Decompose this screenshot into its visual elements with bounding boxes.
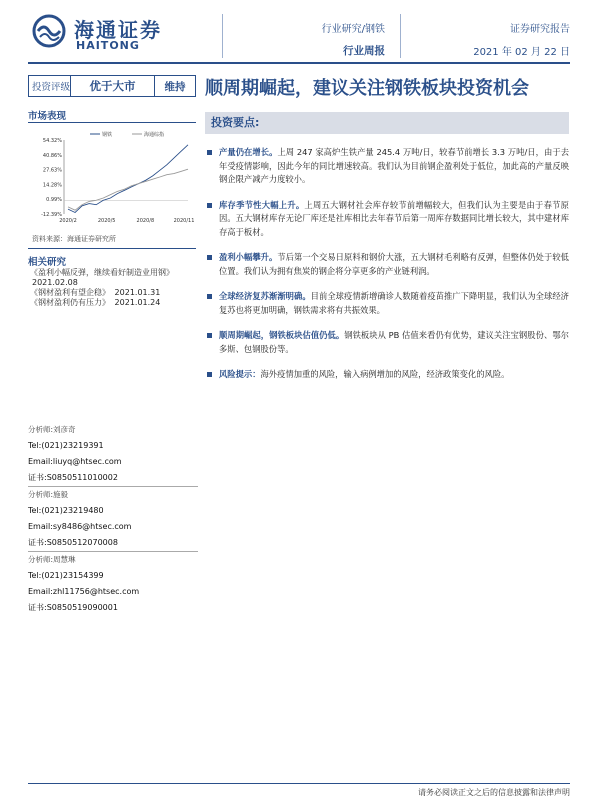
y-tick-label: 27.63% [42, 167, 62, 174]
analyst-cert: 证书:S0850512070008 [28, 538, 118, 547]
x-tick-label: 2020/8 [136, 218, 155, 224]
key-points-header: 投资要点: [205, 112, 569, 134]
header-category-block [235, 20, 385, 58]
related-section-title: 相关研究 [28, 257, 67, 268]
x-tick-label: 2020/5 [97, 218, 116, 224]
footer-rule [28, 783, 570, 784]
header-label-block [440, 20, 570, 58]
series-line [68, 169, 188, 210]
series-line [68, 145, 188, 213]
report-title: 顺周期崛起，建议关注钢铁板块投资机会 [205, 78, 529, 99]
x-tick-label: 2020/2 [59, 218, 77, 224]
key-point [205, 290, 569, 317]
key-point [205, 368, 569, 382]
analyst-card [28, 552, 198, 616]
key-points-list [205, 146, 569, 394]
key-point-highlight: 风险提示： [219, 369, 261, 379]
haitong-logo [32, 12, 192, 52]
analyst-email[interactable]: Email:zhl11756@htsec.com [28, 587, 140, 596]
related-item[interactable] [30, 268, 200, 288]
key-point-text: 节后第一个交易日原料和钢价大涨，五大钢材毛利略有反弹，但整体仍处于较低位置。我们认为拥有焦炭的钢企将分享更多的产业链利润。 [219, 252, 569, 276]
key-point [205, 329, 569, 356]
market-performance-chart [28, 128, 196, 228]
header-divider [400, 14, 401, 58]
analyst-card [28, 422, 198, 486]
related-item[interactable] [30, 288, 200, 298]
square-bullet-icon [207, 333, 212, 338]
analyst-tel: Tel:(021)23219391 [28, 441, 104, 450]
analyst-list [28, 422, 198, 616]
key-point-highlight: 库存季节性大幅上升。 [219, 199, 305, 210]
header-rule [28, 62, 570, 64]
chart-source: 资料来源：海通证券研究所 [32, 235, 116, 243]
analyst-tel: Tel:(021)23154399 [28, 571, 104, 580]
key-point-highlight: 产量仍在增长。 [219, 147, 278, 157]
related-item[interactable] [30, 298, 200, 308]
investment-rating [28, 75, 196, 97]
analyst-name: 分析师:周慧琳 [28, 555, 76, 564]
analyst-name: 分析师:刘彦奇 [28, 425, 76, 434]
square-bullet-icon [207, 294, 212, 299]
key-point-text: 海外疫情加重的风险，输入病例增加的风险，经济政策变化的风险。 [260, 369, 510, 379]
related-research-list [30, 268, 200, 308]
analyst-email[interactable]: Email:liuyq@htsec.com [28, 457, 122, 466]
report-label: 证券研究报告 [510, 24, 570, 35]
legend-label: 海通综指 [144, 132, 165, 138]
key-point-highlight: 盈利小幅攀升。 [219, 252, 278, 262]
report-category: 行业研究/钢铁 [321, 24, 385, 35]
logo-english-name: HAITONG [76, 39, 140, 52]
y-tick-label: 54.32% [42, 138, 62, 144]
y-tick-label: 40.86% [42, 152, 62, 159]
square-bullet-icon [207, 372, 212, 377]
analyst-card [28, 487, 198, 551]
logo-chinese-name: 海通证券 [74, 18, 162, 42]
related-item-title[interactable]: 《盈利小幅反弹，继续看好制造业用钢》 [30, 268, 174, 277]
rating-trend: 维持 [164, 80, 186, 93]
rating-value: 优于大市 [70, 76, 155, 96]
analyst-tel: Tel:(021)23219480 [28, 506, 104, 515]
square-bullet-icon [207, 255, 212, 260]
square-bullet-icon [207, 203, 212, 208]
key-point-text: 钢铁板块从 PB 估值来看仍有优势，建议关注宝钢股份、鄂尔多斯、包钢股份等。 [219, 330, 569, 354]
key-point-text: 上周五大钢材社会库存较节前增幅较大，但我们认为主要是由于春节原因。五大钢材库存无论厂库还是社库相比去年春节后第一周库存数据同比增长较大，其中建材库存高于板材。 [219, 199, 569, 237]
square-bullet-icon [207, 150, 212, 155]
analyst-cert: 证书:S0850519090001 [28, 603, 118, 612]
disclaimer-notice[interactable]: 请务必阅读正文之后的信息披露和法律声明 [418, 788, 570, 797]
key-point [205, 146, 569, 187]
market-section-title: 市场表现 [28, 111, 67, 122]
analyst-name: 分析师:施毅 [28, 490, 69, 499]
related-item-title[interactable]: 《钢材盈利仍有压力》 [30, 298, 110, 307]
analyst-email[interactable]: Email:sy8486@htsec.com [28, 522, 132, 531]
section-rule [28, 122, 196, 123]
key-point [205, 251, 569, 278]
haitong-emblem-icon [32, 14, 66, 48]
key-point [205, 199, 569, 240]
performance-chart-svg [28, 128, 196, 228]
related-item-date: 2021.02.08 [32, 278, 78, 287]
report-type: 行业周报 [343, 45, 385, 57]
y-tick-label: 14.28% [42, 182, 62, 189]
legend-label: 钢铁 [102, 132, 113, 138]
header-divider [222, 14, 223, 58]
x-tick-label: 2020/11 [173, 218, 195, 224]
key-point-text: 上周 247 家高炉生铁产量 245.4 万吨/日，较春节前增长 3.3 万吨/日，由于去年受疫情影响，因此今年的同比增速较高。我们认为目前钢企盈利处于低位，加此高的产量反映钢企限产减产力度较小。 [219, 147, 569, 184]
related-item-date: 2021.01.24 [114, 298, 161, 307]
y-tick-label: -12.39% [41, 212, 62, 218]
key-point-text: 目前全球疫情新增确诊人数随着疫苗推广下降明显，我们认为全球经济复苏也将更加明确，钢铁需求将有共振效果。 [219, 291, 569, 315]
key-point-highlight: 顺周期崛起，钢铁板块估值仍低。 [219, 330, 345, 340]
section-rule [28, 248, 196, 249]
y-tick-label: 0.99% [46, 197, 62, 204]
related-item-title[interactable]: 《钢材盈利有望企稳》 [30, 288, 110, 297]
rating-label: 投资评级 [32, 82, 71, 93]
report-date: 2021 年 02 月 22 日 [473, 47, 570, 58]
related-item-date: 2021.01.31 [114, 288, 161, 297]
key-point-highlight: 全球经济复苏渐渐明确。 [219, 291, 311, 301]
analyst-cert: 证书:S0850511010002 [28, 473, 118, 482]
